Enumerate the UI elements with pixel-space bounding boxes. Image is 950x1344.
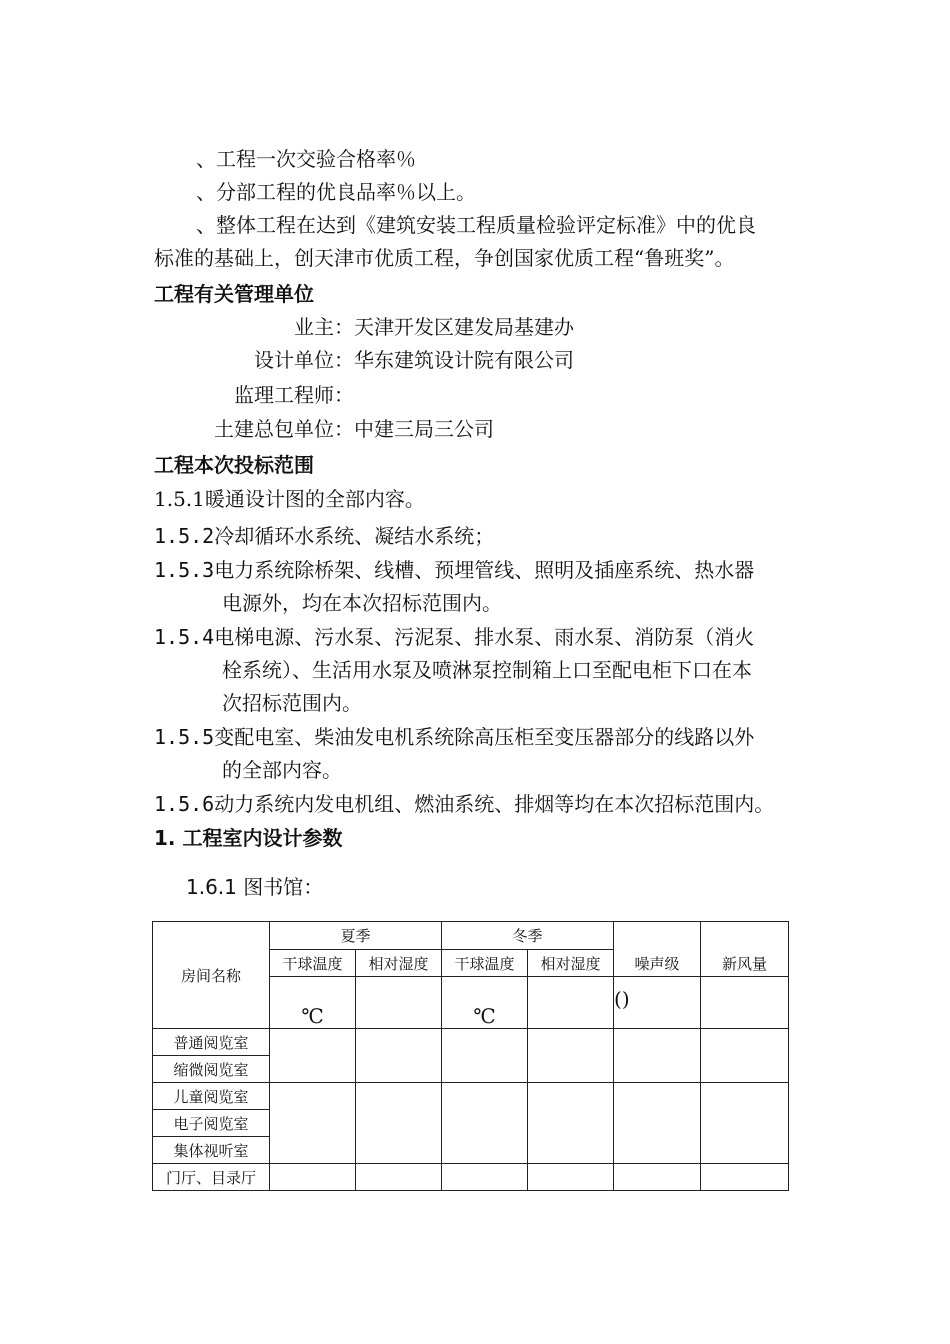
scope-num: 1.5.3 (154, 558, 215, 582)
summer-temp-unit: ℃ (270, 977, 356, 1029)
params-subheading: 1.6.1 图书馆： (186, 875, 324, 899)
scope-item-4-cont-1: 栓系统）、生活用水泵及喷淋泵控制箱上口至配电柜下口在本 (222, 658, 752, 682)
room-name-header: 房间名称 (153, 922, 270, 1029)
mgmt-heading: 工程有关管理单位 (154, 282, 314, 306)
summer-humidity-unit (356, 977, 442, 1029)
scope-text: 电梯电源、污水泵、污泥泵、排水泵、雨水泵、消防泵（消火 (214, 625, 755, 649)
scope-num: 1.5.2 (154, 524, 215, 548)
room-name-cell: 缩微阅览室 (153, 1056, 270, 1083)
room-name-cell: 普通阅览室 (153, 1029, 270, 1056)
scope-text: 动力系统内发电机组、燃油系统、排烟等均在本次招标范围内。 (214, 792, 775, 816)
noise-unit: () (614, 977, 701, 1029)
room-name-cell: 门厅、目录厅 (153, 1164, 270, 1191)
scope-item-6 (154, 789, 774, 819)
scope-text: 冷却循环水系统、凝结水系统； (214, 524, 495, 548)
winter-dry-bulb-header: 干球温度 (442, 950, 528, 977)
scope-item-4-cont-2: 次招标范围内。 (222, 691, 362, 715)
mgmt-label: 设计单位： (254, 348, 354, 372)
design-params-table (152, 921, 789, 1191)
noise-header: 噪声级 (614, 922, 701, 977)
mgmt-value: 中建三局三公司 (354, 417, 494, 441)
winter-temp-unit: ℃ (442, 977, 528, 1029)
scope-num: 1.5.4 (154, 625, 215, 649)
room-name-cell: 电子阅览室 (153, 1110, 270, 1137)
fresh-air-unit (701, 977, 789, 1029)
mgmt-row-designer (154, 345, 574, 375)
summer-header: 夏季 (270, 922, 442, 950)
mgmt-label: 业主： (294, 315, 354, 339)
goal-line-1: 、工程一次交验合格率％ (196, 147, 416, 171)
scope-item-3 (154, 555, 754, 585)
scope-text: 变配电室、柴油发电机系统除高压柜至变压器部分的线路以外 (214, 725, 755, 749)
scope-item-3-cont: 电源外，均在本次招标范围内。 (222, 591, 502, 615)
scope-item-2 (154, 521, 494, 551)
scope-text: 电力系统除桥架、线槽、预埋管线、照明及插座系统、热水器 (214, 558, 755, 582)
scope-item-5-cont: 的全部内容。 (222, 758, 342, 782)
scope-num: 1.5.6 (154, 792, 215, 816)
winter-humidity-header: 相对湿度 (528, 950, 614, 977)
mgmt-row-contractor (154, 414, 494, 444)
summer-dry-bulb-header: 干球温度 (270, 950, 356, 977)
mgmt-row-owner (154, 312, 574, 342)
room-name-cell: 儿童阅览室 (153, 1083, 270, 1110)
scope-item-4 (154, 622, 754, 652)
goal-line-3: 、整体工程在达到《建筑安装工程质量检验评定标准》中的优良 (196, 213, 756, 237)
params-heading: 1. 工程室内设计参数 (154, 826, 343, 850)
mgmt-value: 华东建筑设计院有限公司 (354, 348, 574, 372)
mgmt-label: 监理工程师： (234, 383, 354, 407)
scope-item-1 (154, 484, 425, 514)
scope-text: 暖通设计图的全部内容。 (204, 487, 425, 511)
summer-humidity-header: 相对湿度 (356, 950, 442, 977)
goal-line-2: 、分部工程的优良品率％以上。 (196, 180, 476, 204)
winter-humidity-unit (528, 977, 614, 1029)
fresh-air-header: 新风量 (701, 922, 789, 977)
mgmt-row-supervisor (154, 380, 354, 410)
scope-heading: 工程本次投标范围 (154, 453, 314, 477)
goal-line-4: 标准的基础上，创天津市优质工程，争创国家优质工程“鲁班奖”。 (154, 246, 735, 270)
scope-num: 1.5.5 (154, 725, 215, 749)
room-name-cell: 集体视听室 (153, 1137, 270, 1164)
winter-header: 冬季 (442, 922, 614, 950)
mgmt-value: 天津开发区建发局基建办 (354, 315, 574, 339)
scope-item-5 (154, 722, 754, 752)
mgmt-label: 土建总包单位： (214, 417, 354, 441)
scope-num: 1.5.1 (154, 487, 205, 511)
